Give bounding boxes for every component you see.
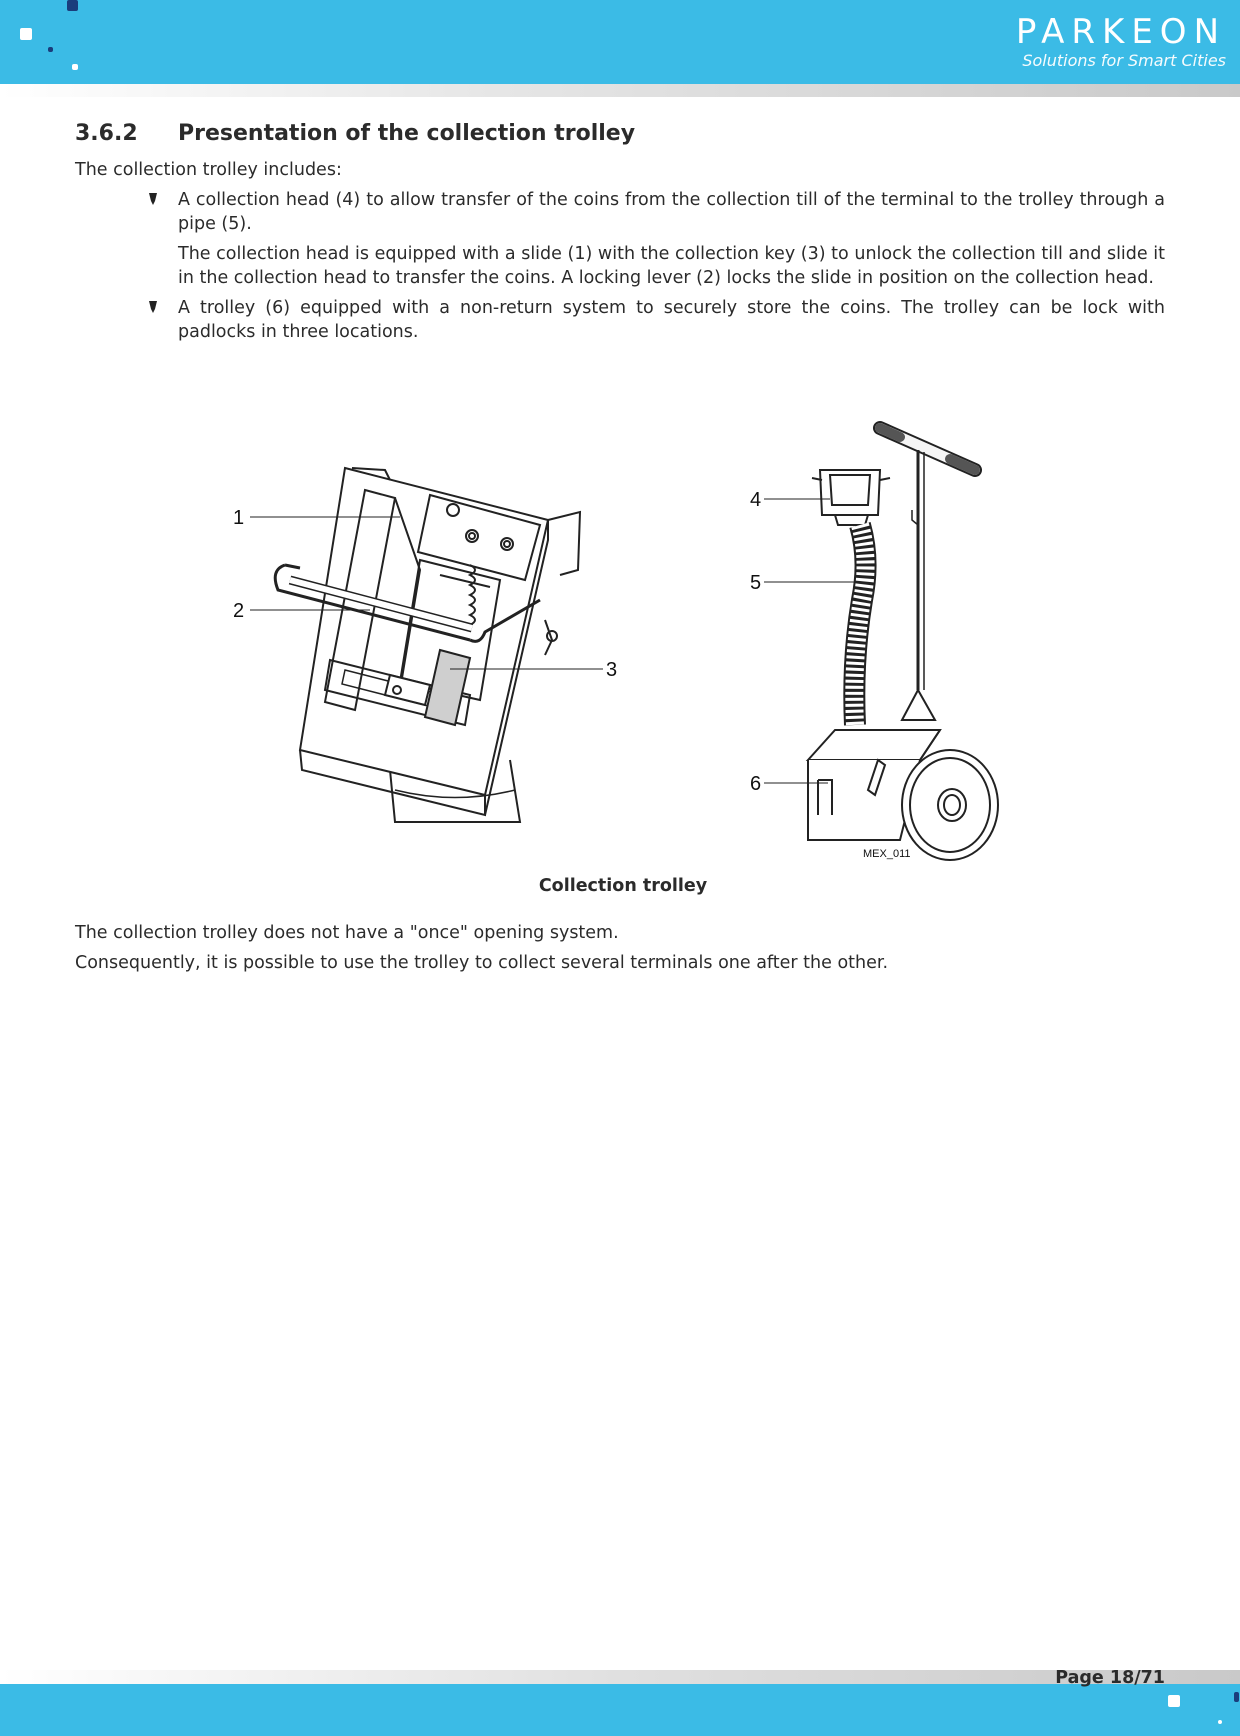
intro-text: The collection trolley includes: bbox=[75, 160, 342, 180]
section-heading bbox=[75, 120, 1165, 148]
figure-reference-code: MEX_011 bbox=[863, 848, 911, 860]
list-item bbox=[75, 296, 1165, 344]
paragraph: The collection trolley does not have a "once" opening system. bbox=[75, 923, 619, 943]
list-item bbox=[75, 188, 1165, 236]
collection-trolley-figure bbox=[0, 410, 1240, 870]
section-number: 3.6.2 bbox=[75, 121, 138, 146]
section-title: Presentation of the collection trolley bbox=[178, 121, 636, 146]
decor-square-icon bbox=[1168, 1695, 1180, 1707]
header-divider bbox=[0, 84, 1240, 97]
collection-head-illustration bbox=[275, 468, 580, 822]
list-item-detail: The collection head is equipped with a slide (1) with the collection key (3) to unlock the collection till and slide it in the collection head to transfer the coins. A locking lever (2) locks the slide in position on the collection head. bbox=[178, 244, 1165, 288]
bullet-icon bbox=[148, 300, 158, 314]
callout-label: 1 bbox=[233, 507, 245, 529]
footer-divider bbox=[0, 1670, 1240, 1684]
brand-name: PARKEON bbox=[1015, 12, 1226, 52]
list-item-text: A collection head (4) to allow transfer of the coins from the collection till of the terminal to the trolley through a pipe (5). bbox=[178, 190, 1165, 234]
figure-caption: Collection trolley bbox=[538, 876, 708, 896]
decor-square-icon bbox=[20, 28, 32, 40]
decor-square-icon bbox=[67, 0, 78, 11]
brand-logo bbox=[1016, 14, 1226, 70]
callout-label: 3 bbox=[606, 659, 618, 681]
page-number: Page 18/71 bbox=[1055, 1668, 1165, 1688]
decor-square-icon bbox=[1234, 1692, 1239, 1702]
callout-label: 5 bbox=[750, 572, 762, 594]
decor-square-icon bbox=[48, 47, 53, 52]
decor-square-icon bbox=[72, 64, 78, 70]
trolley-illustration bbox=[808, 428, 998, 860]
decor-square-icon bbox=[1218, 1720, 1222, 1724]
callout-label: 4 bbox=[750, 489, 762, 511]
bullet-icon bbox=[148, 192, 158, 206]
brand-tagline: Solutions for Smart Cities bbox=[1022, 51, 1226, 70]
page-content bbox=[75, 120, 1165, 350]
callout-label: 6 bbox=[750, 773, 762, 795]
callout-label: 2 bbox=[233, 600, 245, 622]
list-item-text: A trolley (6) equipped with a non-return system to securely store the coins. The trolley can be lock with padlocks in three locations. bbox=[178, 298, 1165, 342]
paragraph: Consequently, it is possible to use the trolley to collect several terminals one after the other. bbox=[75, 953, 889, 973]
footer-band bbox=[0, 1684, 1240, 1736]
closing-text bbox=[75, 918, 1165, 978]
